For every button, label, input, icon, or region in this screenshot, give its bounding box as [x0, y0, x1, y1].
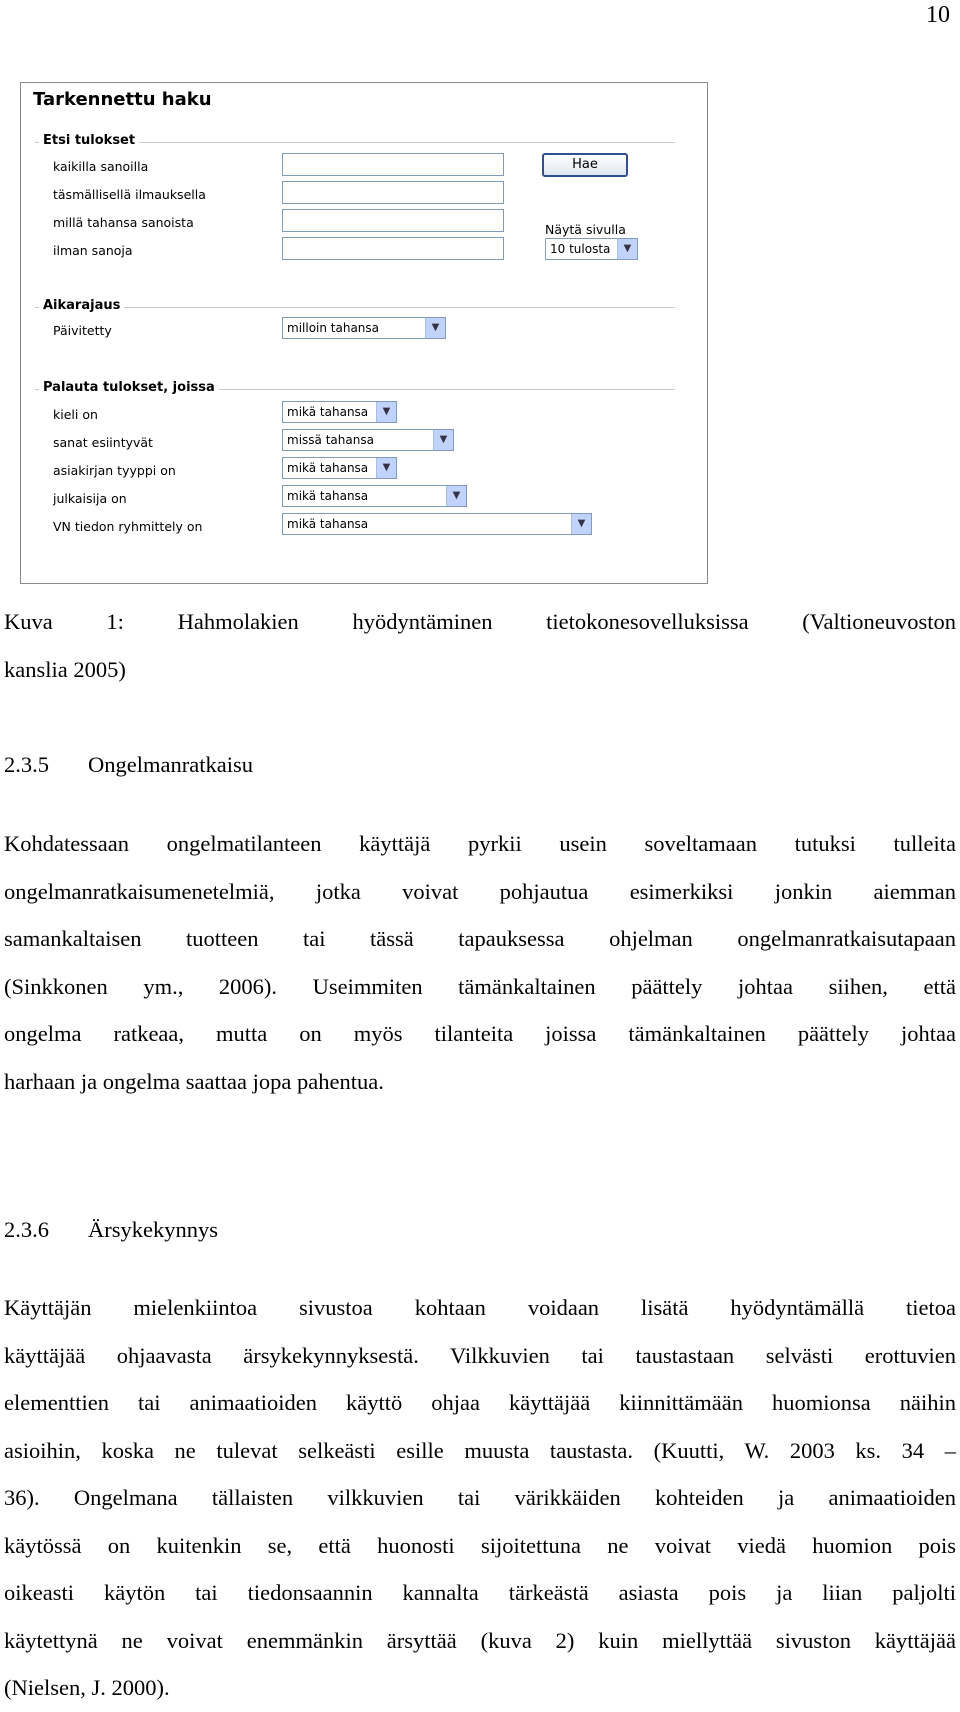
paragraph-line: (Nielsen, J. 2000).: [4, 1675, 170, 1700]
paragraph-line: ongelmanratkaisumenetelmiä, jotka voivat pohjautua esimerkiksi jonkin aiemman: [4, 878, 956, 904]
select-results-per-page[interactable]: [545, 238, 638, 260]
select-language[interactable]: [282, 401, 397, 423]
figure-advanced-search: [20, 82, 708, 584]
section-number: 2.3.6: [4, 1217, 49, 1242]
paragraph-line: käyttäjää ohjaavasta ärsykekynnyksestä. Vilkkuvien tai taustastaan selvästi erottuvien: [4, 1342, 956, 1368]
paragraph-line: harhaan ja ongelma saattaa jopa pahentua.: [4, 1068, 384, 1094]
input-exact-phrase[interactable]: [282, 181, 504, 204]
chevron-down-icon: ▼: [617, 239, 637, 259]
label-updated: Päivitetty: [53, 323, 112, 338]
section-number: 2.3.5: [4, 752, 49, 777]
paragraph-line: oikeasti käytön tai tiedonsaannin kannalta tärkeästä asiasta pois ja liian paljolti: [4, 1580, 956, 1605]
paragraph-line: asioihin, koska ne tulevat selkeästi esille muusta taustasta. (Kuutti, W. 2003 ks. 34 –: [4, 1437, 956, 1463]
legend-search: Etsi tulokset: [39, 133, 139, 148]
section-heading-2-3-5: [4, 752, 253, 778]
select-value: mikä tahansa: [287, 489, 369, 503]
label-words-appear: sanat esiintyvät: [53, 435, 153, 450]
select-updated[interactable]: [282, 317, 446, 339]
paragraph-line: käytettynä ne voivat enemmänkin ärsyttää (kuva 2) kuin miellyttää sivuston käyttäjää: [4, 1627, 956, 1653]
select-value: mikä tahansa: [287, 517, 369, 531]
label-publisher: julkaisija on: [53, 491, 127, 506]
select-vn-grouping[interactable]: [282, 513, 592, 535]
label-exact-phrase: täsmällisellä ilmauksella: [53, 187, 206, 202]
legend-filters: Palauta tulokset, joissa: [39, 380, 219, 395]
select-words-appear[interactable]: [282, 429, 454, 451]
section-title: Ärsykekynnys: [88, 1217, 218, 1242]
legend-time: Aikarajaus: [39, 298, 124, 313]
select-value: mikä tahansa: [287, 461, 369, 475]
chevron-down-icon: ▼: [571, 514, 591, 534]
select-value: mikä tahansa: [287, 405, 369, 419]
paragraph-line: käytössä on kuitenkin se, että huonosti sijoitettuna ne voivat viedä huomion pois: [4, 1532, 956, 1558]
chevron-down-icon: ▼: [446, 486, 466, 506]
label-vn-grouping: VN tiedon ryhmittely on: [53, 519, 203, 534]
label-all-words: kaikilla sanoilla: [53, 159, 149, 174]
label-without-words: ilman sanoja: [53, 243, 133, 258]
figure-caption: [4, 598, 956, 693]
caption-line: kanslia 2005): [4, 656, 126, 682]
page-number: 10: [926, 2, 950, 28]
section-title: Ongelmanratkaisu: [88, 752, 253, 777]
paragraph-problem-solving: [4, 820, 956, 1105]
select-value: 10 tulosta: [550, 242, 611, 256]
chevron-down-icon: ▼: [376, 458, 396, 478]
paragraph-line: 36). Ongelmana tällaisten vilkkuvien tai värikkäiden kohteiden ja animaatioiden: [4, 1485, 956, 1510]
figure-title: Tarkennettu haku: [33, 89, 212, 110]
paragraph-line: ongelma ratkeaa, mutta on myös tilanteita joissa tämänkaltainen päättely johtaa: [4, 1021, 956, 1046]
chevron-down-icon: ▼: [433, 430, 453, 450]
label-document-type: asiakirjan tyyppi on: [53, 463, 176, 478]
paragraph-line: samankaltaisen tuotteen tai tässä tapauksessa ohjelman ongelmanratkaisutapaan: [4, 926, 956, 951]
search-button[interactable]: Hae: [542, 153, 628, 177]
paragraph-line: Käyttäjän mielenkiintoa sivustoa kohtaan voidaan lisätä hyödyntämällä tietoa: [4, 1295, 956, 1320]
select-document-type[interactable]: [282, 457, 397, 479]
input-without-words[interactable]: [282, 237, 504, 260]
label-any-words: millä tahansa sanoista: [53, 215, 194, 230]
input-any-words[interactable]: [282, 209, 504, 232]
input-all-words[interactable]: [282, 153, 504, 176]
select-value: missä tahansa: [287, 433, 374, 447]
paragraph-line: elementtien tai animaatioiden käyttö ohjaa käyttäjää kiinnittämään huomionsa näihin: [4, 1390, 956, 1415]
chevron-down-icon: ▼: [376, 402, 396, 422]
caption-line: Kuva 1: Hahmolakien hyödyntäminen tietokonesovelluksissa (Valtioneuvoston: [4, 609, 956, 634]
chevron-down-icon: ▼: [425, 318, 445, 338]
paragraph-line: Kohdatessaan ongelmatilanteen käyttäjä pyrkii usein soveltamaan tutuksi tulleita: [4, 831, 956, 856]
paragraph-line: (Sinkkonen ym., 2006). Useimmiten tämänkaltainen päättely johtaa siihen, että: [4, 973, 956, 999]
select-value: milloin tahansa: [287, 321, 380, 335]
section-heading-2-3-6: [4, 1217, 218, 1243]
select-publisher[interactable]: [282, 485, 467, 507]
paragraph-stimulus-threshold: [4, 1284, 956, 1712]
label-show-per-page: Näytä sivulla: [545, 222, 626, 237]
label-language: kieli on: [53, 407, 98, 422]
fieldset-line-time: [35, 307, 675, 308]
